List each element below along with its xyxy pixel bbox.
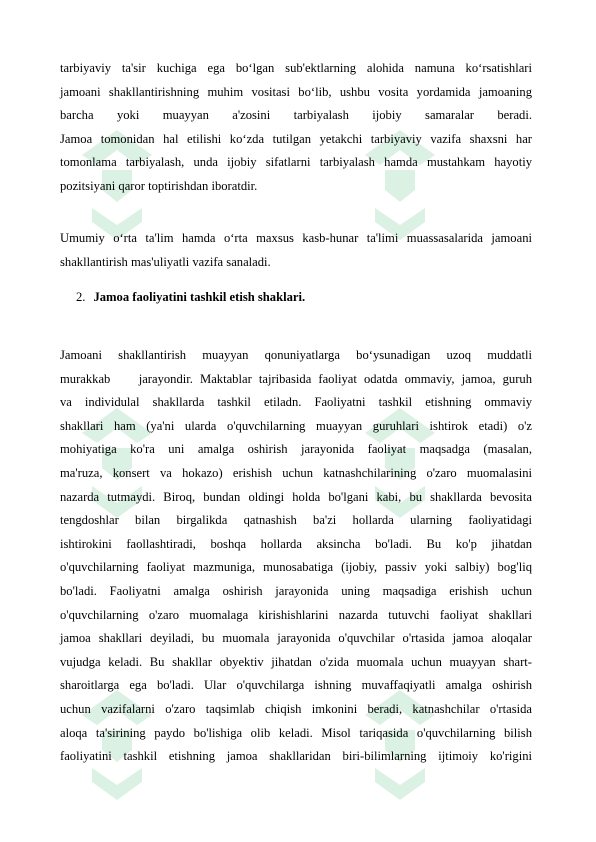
text-line: tarbiyaviy ta'sir kuchiga ega bo‘lgan sub'ektlarning alohida namuna ko‘rsatishlari bbox=[60, 61, 532, 75]
text-line: nazarda tutmaydi. Biroq, bundan oldingi holda bo'lgani kabi, bu shakllarda bevosita bbox=[60, 489, 532, 504]
text-line: Jamoani shakllantirish muayyan qonuniyatlarga bo‘ysunadigan uzoq muddatli bbox=[60, 348, 532, 362]
heading-number: 2. bbox=[76, 290, 86, 304]
text-line: jamoa shakllari deyiladi, bu muomala jarayonida o'quvchilar o'rtasida jamoa aloqalar bbox=[60, 631, 532, 646]
text-line: uchun vazifalarni o'zaro taqsimlab chiqish imkonini beradi, katnashchilar o'rtasida bbox=[60, 701, 532, 716]
text-line: shakllari ham (ya'ni ularda o'quvchilarning muayyan guruhlari ishtirok etadi) o'z bbox=[60, 418, 532, 433]
text-line: Jamoa tomonidan hal etilishi ko‘zda tutilgan yetakchi tarbiyaviy vazifa shaxsni har bbox=[60, 131, 532, 146]
text-line: ma'ruza, konsert va hokazo) erishish uchun katnashchilarining o'zaro muomalasini bbox=[60, 465, 532, 480]
text-line: Umumiy o‘rta ta'lim hamda o‘rta maxsus kasb-hunar ta'limi muassasalarida jamoani bbox=[60, 231, 532, 245]
text-line: jamoani shakllantirishning muhim vositasi bo‘lib, ushbu vosita yordamida jamoaning bbox=[60, 84, 532, 99]
text-line: tomonlama tarbiyalash, unda ijobiy sifatlarni tarbiyalash hamda mustahkam hayotiy bbox=[60, 155, 532, 170]
paragraph-3 bbox=[60, 344, 532, 769]
text-line: bo'ladi. Faoliyatni amalga oshirish jarayonida uning maqsadiga erishish uchun bbox=[60, 583, 532, 598]
text-line: sharoitlarga ega bo'ladi. Ular o'quvchilarga ishning muvaffaqiyatli amalga oshirish bbox=[60, 678, 532, 693]
text-line: pozitsiyani qaror toptirishdan iboratdir. bbox=[60, 178, 258, 193]
section-heading bbox=[76, 287, 305, 307]
text-line: tengdoshlar bilan birgalikda qatnashish ba'zi hollarda ularning faoliyatidagi bbox=[60, 513, 532, 528]
text-line: aloqa ta'sirining paydo bo'lishiga olib keladi. Misol tariqasida o'quvchilarning bilish bbox=[60, 725, 532, 740]
text-line: mohiyatiga ko'ra uni amalga oshirish jarayonida faoliyat maqsadga (masalan, bbox=[60, 442, 532, 457]
text-line: o'quvchilarning o'zaro muomalaga kirishishlarini nazarda tutuvchi faoliyat shakllari bbox=[60, 607, 532, 622]
text-line: va individulal shakllarda tashkil etiladn. Faoliyatni tashkil etishning ommaviy bbox=[60, 395, 532, 410]
text-line: o'quvchilarning faoliyat mazmuniga, munosabatiga (ijobiy, passiv yoki salbiy) bog'liq bbox=[60, 560, 532, 575]
paragraph-2 bbox=[60, 227, 532, 274]
heading-title: Jamoa faoliyatini tashkil etish shaklari. bbox=[93, 290, 306, 304]
paragraph-1 bbox=[60, 57, 532, 199]
text-line: vujudga keladi. Bu shakllar obyektiv jihatdan o'zida muomala uchun muayyan shart- bbox=[60, 654, 532, 669]
text-line: barcha yoki muayyan a'zosini tarbiyalash ijobiy samaralar beradi. bbox=[60, 108, 532, 123]
text-line: murakkab jarayondir. Maktablar tajribasida faoliyat odatda ommaviy, jamoa, guruh bbox=[60, 371, 532, 386]
text-line: ishtirokini faollashtiradi, boshqa hollarda aksincha bo'ladi. Bu ko'p jihatdan bbox=[60, 536, 532, 551]
text-line: faoliyatini tashkil etishning jamoa shakllaridan biri-bilimlarning ijtimoiy ko'rigini bbox=[60, 749, 532, 764]
text-line: shakllantirish mas'uliyatli vazifa sanaladi. bbox=[60, 254, 271, 269]
